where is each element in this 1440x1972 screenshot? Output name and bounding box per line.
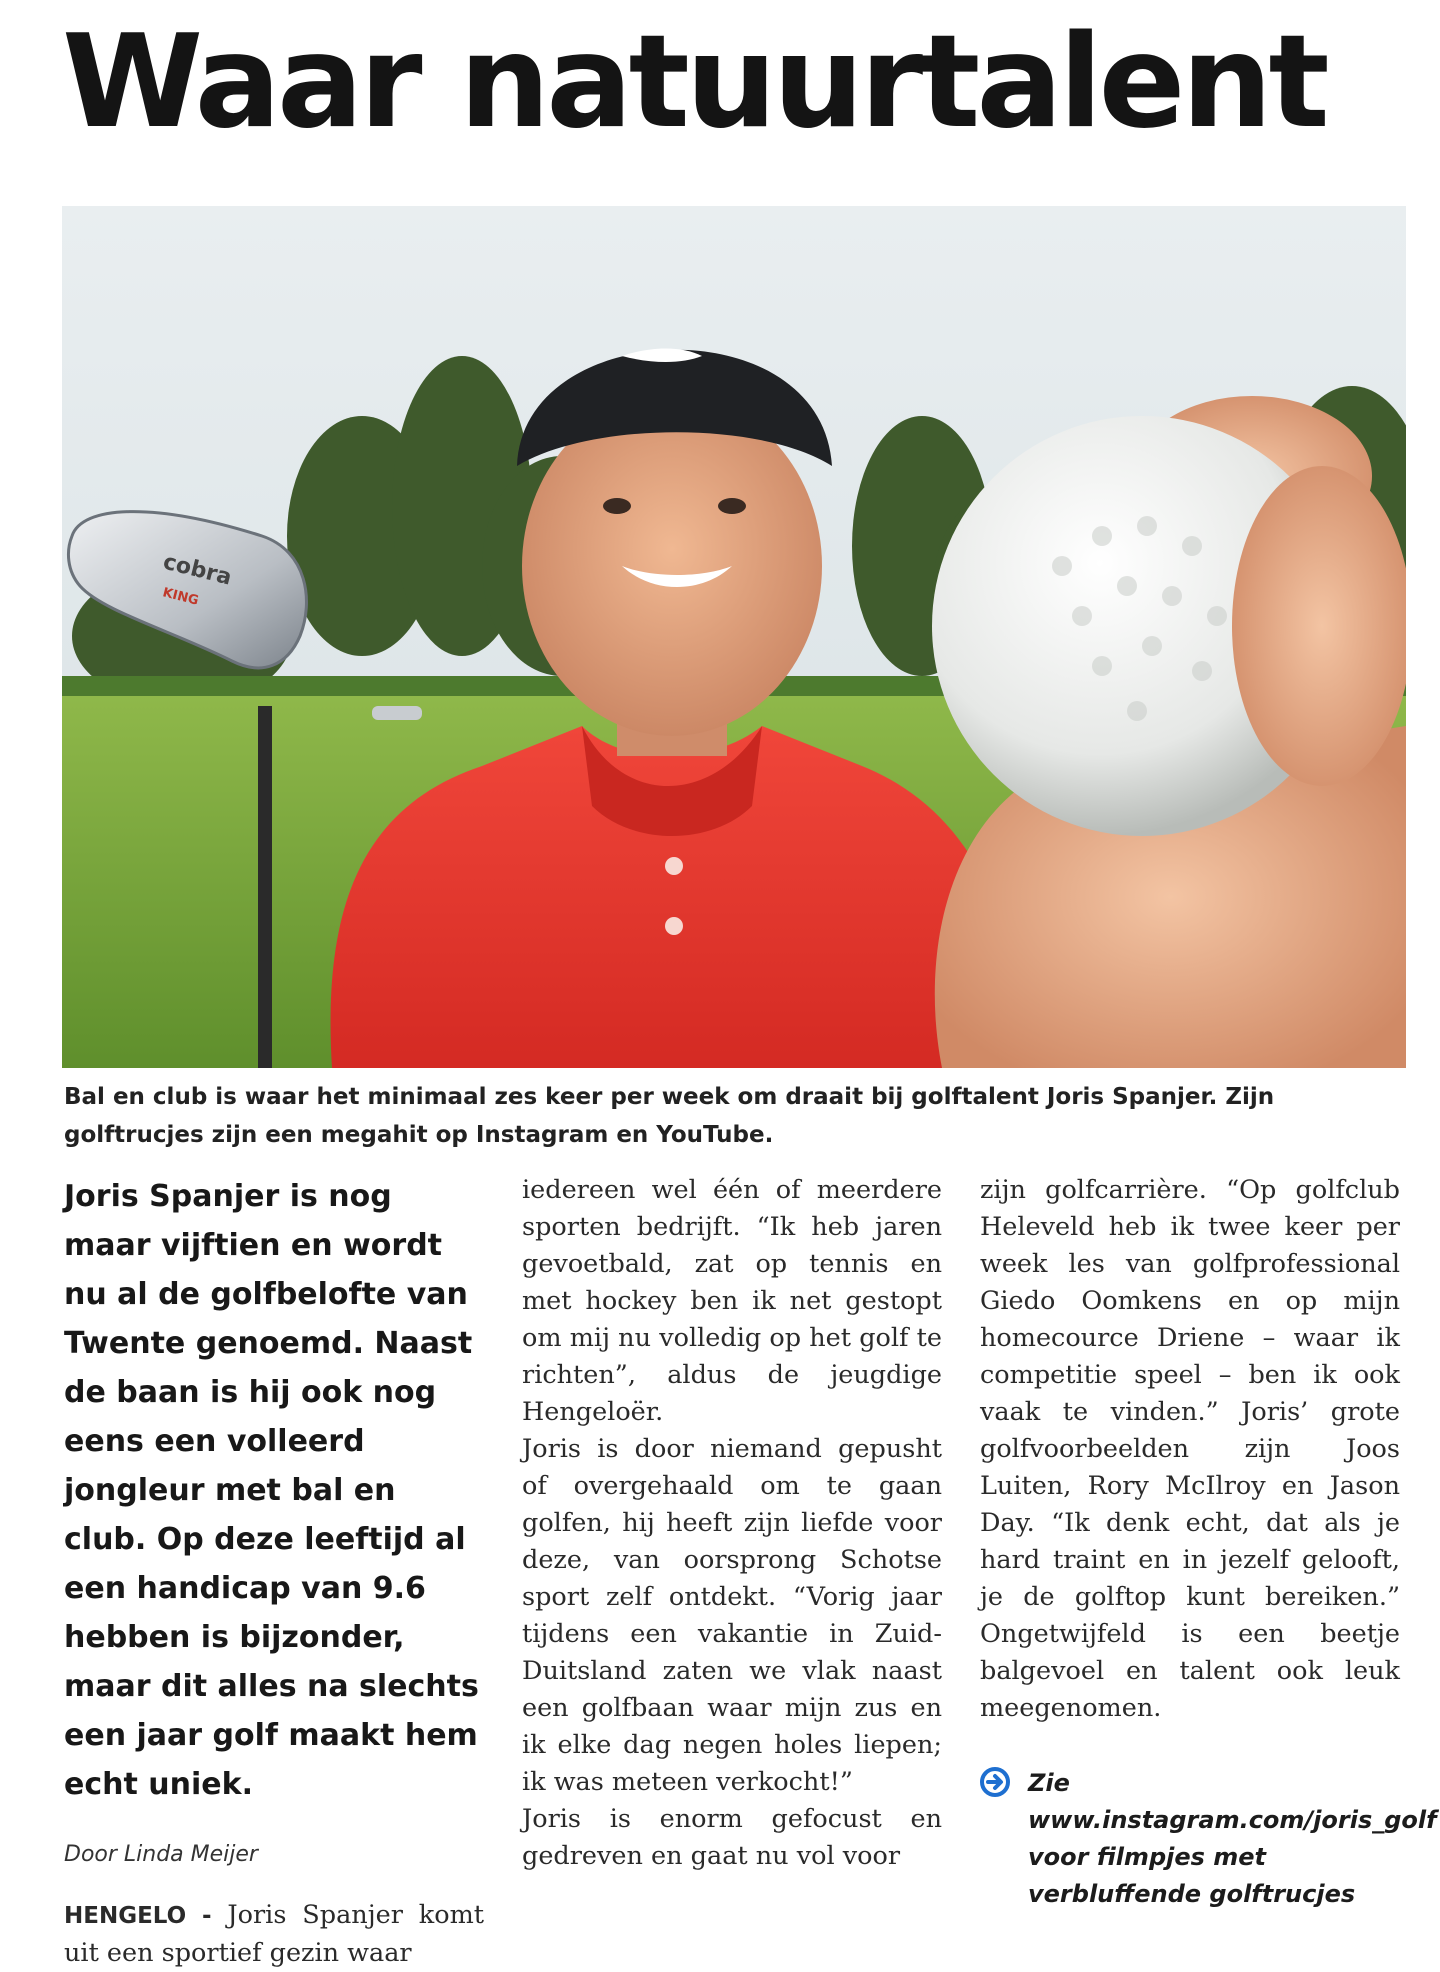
club-brand: cobra [160, 549, 235, 591]
instagram-reference[interactable] [980, 1765, 1437, 1913]
article-column-1 [64, 1172, 484, 1972]
arrow-right-icon [980, 1767, 1010, 1797]
article-lead: Joris Spanjer is nog maar vijftien en wordt nu al de golfbelofte van Twente genoemd. Naast de baan is hij ook nog eens een volleerd jongleur met bal en club. Op deze leeftijd al een handicap van 9.6 hebben is bijzonder, maar dit alles na slechts een jaar golf maakt hem echt uniek. [64, 1179, 479, 1802]
byline: Door Linda Meijer [64, 1842, 258, 1867]
article-column-2 [522, 1172, 942, 1875]
body-paragraph: Joris is enorm gefocust en gedreven en gaat nu vol voor [522, 1804, 942, 1871]
article-photo [62, 206, 1406, 1068]
article-body-start [64, 1897, 484, 1972]
golfer-photo-illustration [62, 206, 1406, 1068]
body-paragraph: zijn golfcarrière. “Op golfclub Heleveld heb ik twee keer per week les van golfprofessional Giedo Oomkens en op mijn homecource Driene – waar ik competitie speel – ben ik ook vaak te vinden.” Joris’ grote golfvoorbeelden zijn Joos Luiten, Rory McIlroy en Jason Day. “Ik denk echt, dat als je hard traint en in jezelf gelooft, je de golftop kunt bereiken.” Ongetwijfeld is een beetje balgevoel en talent ook leuk meegenomen. [980, 1175, 1400, 1723]
club-model: KING [161, 585, 201, 609]
article-column-3 [980, 1172, 1437, 1913]
body-paragraph: iedereen wel één of meerdere sporten bedrijft. “Ik heb jaren gevoetbald, zat op tennis en met hockey ben ik net gestopt om mij nu volledig op het golf te richten”, aldus de jeugdige Hengeloër. [522, 1175, 942, 1427]
col1-body: Joris Spanjer komt uit een sportief gezin waar [64, 1900, 484, 1968]
boy-face [522, 396, 822, 736]
body-paragraph: Joris is door niemand gepusht of overgehaald om te gaan golfen, hij heeft zijn liefde voor deze, van oorsprong Schotse sport zelf ontdekt. “Vorig jaar tijdens een vakantie in Zuid-Duitsland zaten we vlak naast een golfbaan waar mijn zus en ik elke dag negen holes liepen; ik was meteen verkocht!” [522, 1434, 942, 1797]
refer-text: Zie www.instagram.com/joris_golf voor filmpjes met verbluffende golftrucjes [1028, 1769, 1437, 1908]
headline: Waar natuurtalent [62, 8, 1326, 157]
photo-caption: Bal en club is waar het minimaal zes keer per week om draait bij golftalent Joris Spanjer. Zijn golftrucjes zijn een megahit op Instagram en YouTube. [64, 1084, 1275, 1148]
dateline: HENGELO - [64, 1903, 212, 1929]
